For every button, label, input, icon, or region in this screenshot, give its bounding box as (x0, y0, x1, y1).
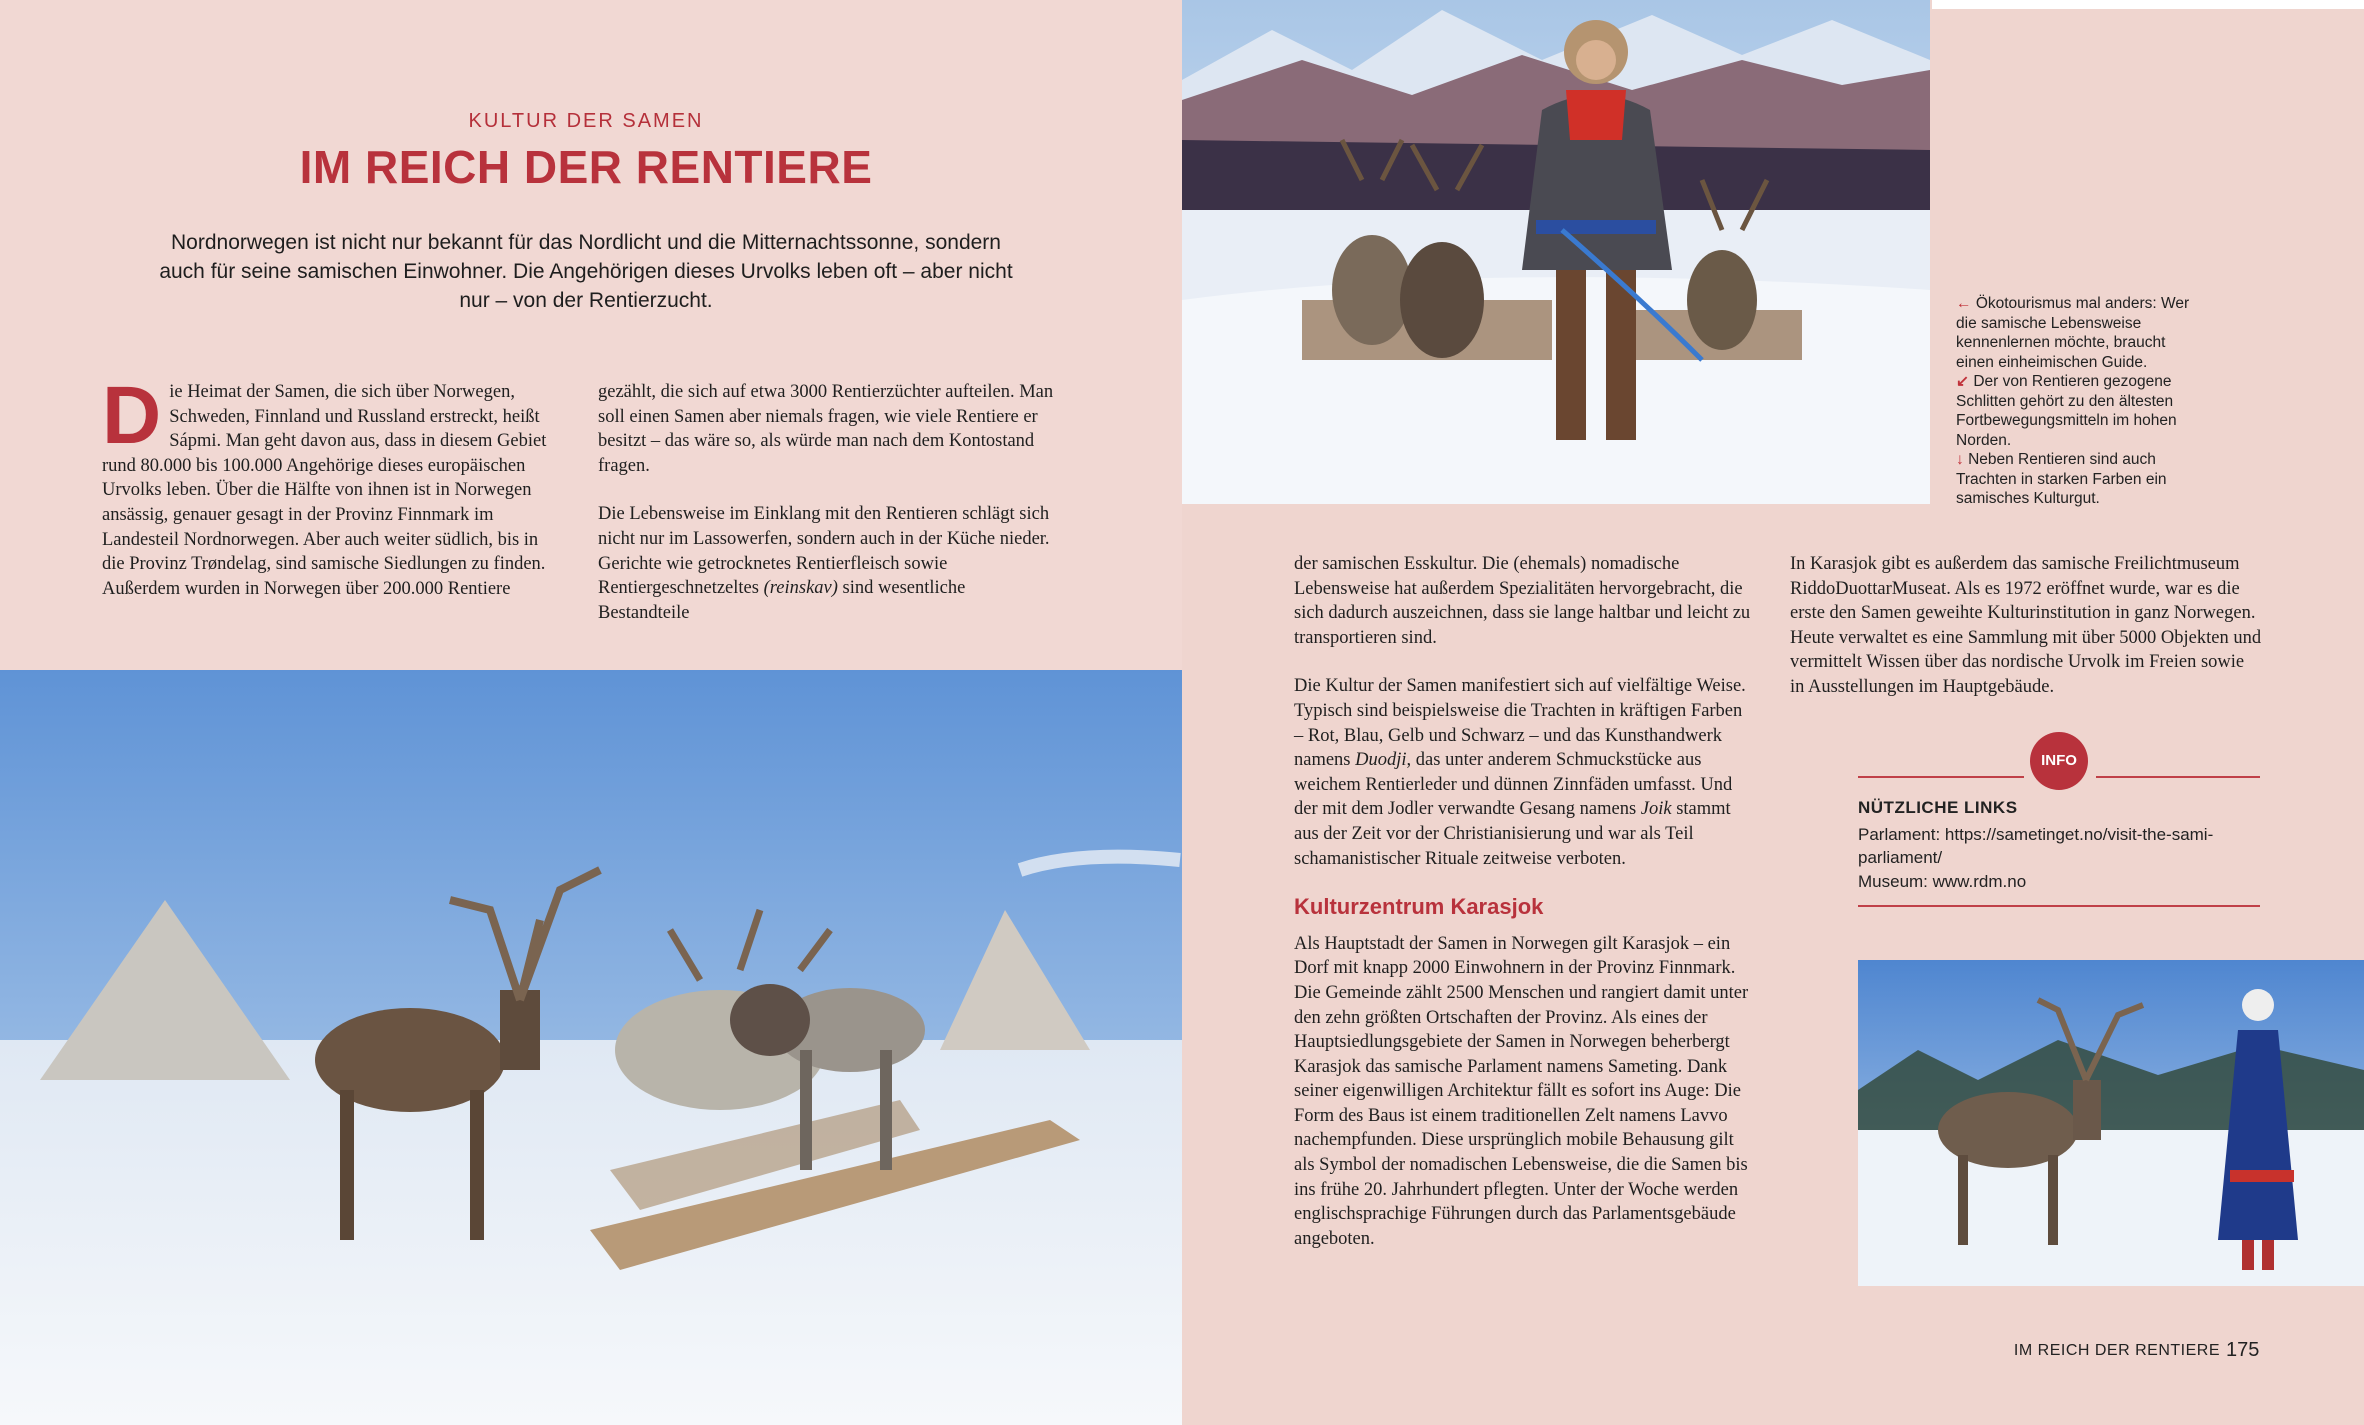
info-badge: INFO (2030, 732, 2088, 790)
link-museum[interactable]: Museum: www.rdm.no (1858, 871, 2027, 891)
article-column-1 (102, 370, 562, 625)
info-divider-bottom (1858, 905, 2260, 907)
paragraph: gezählt, die sich auf etwa 3000 Rentierzüchter aufteilen. Man soll einen Samen aber niemals fragen, wie viele Rentiere er besitzt – das wäre so, als würde man nach dem Kontostand fragen. (598, 382, 1054, 476)
info-divider-right (2096, 776, 2260, 778)
photo-guide-with-reindeer (1182, 0, 1930, 504)
link-parliament[interactable]: Parlament: https://sametinget.no/visit-the-sami-parliament/ (1858, 824, 2214, 867)
paragraph: Als Hauptstadt der Samen in Norwegen gilt Karasjok – ein Dorf mit knapp 2000 Einwohnern in der Provinz Finnmark. Die Gemeinde zählt 2500 Menschen und rangiert damit unter den zehn größten Ortschaften der Provinz. Als eines der Hauptsiedlungsgebiete der Samen in Norwegen beherbergt Karasjok das samische Parlament namens Sameting. Dank seiner eigenwilligen Architektur fällt es sofort ins Auge: Die Form des Baus ist einem traditionellen Zelt namens Lavvo nachempfunden. Diese ursprünglich mobile Behausung gilt als Symbol der nomadischen Lebensweise, die die Samen bis ins frühe 20. Jahrhundert pflegten. Unter der Woche werden englischsprachige Führungen durch das Parlamentsgebäude angeboten. (1294, 933, 1749, 1249)
photo-woman-with-reindeer (1858, 960, 2364, 1286)
paragraph: der samischen Esskultur. Die (ehemals) nomadische Lebensweise hat außerdem Spezialitäten hervorgebracht, die sich dadurch auszeichnen, dass sie lange haltbar und leicht zu transportieren sind. (1294, 554, 1751, 648)
caption-2: ↙ Der von Rentieren gezogene Schlitten gehört zu den ältesten Fortbewegungsmitteln im hohen Norden. (1956, 373, 2177, 449)
running-title: IM REICH DER RENTIERE (2013, 1342, 2220, 1359)
drop-cap: D (102, 370, 162, 461)
paragraph: Die Kultur der Samen manifestiert sich auf vielfältige Weise. Typisch sind beispielsweise die Trachten in kräftigen Farben – Rot, Blau, Gelb und Schwarz – und das Kunsthandwerk namens Duodji, das unter anderem Schmuckstücke aus weichem Rentierleder und dünnen Zinnfäden umfasst. Und der mit dem Jodler verwandte Gesang namens Joik stammt aus der Zeit vor der Christianisierung und war als Teil schamanistischer Rituale zeitweise verboten. (1294, 676, 1746, 869)
useful-links-box (1858, 796, 2268, 893)
article-column-4 (1790, 552, 2262, 724)
subheading: Kulturzentrum Karasjok (1294, 894, 1544, 920)
caption-3: ↓ Neben Rentieren sind auch Trachten in starken Farben ein samisches Kulturgut. (1956, 451, 2167, 507)
lead-paragraph: Nordnorwegen ist nicht nur bekannt für das Nordlicht und die Mitternachtssonne, sondern auch für seine samischen Einwohner. Die Angehörigen dieses Urvolks leben oft – aber nicht nur – von der Rentierzucht. (159, 231, 1013, 312)
paragraph: In Karasjok gibt es außerdem das samische Freilichtmuseum RiddoDuottarMuseat. Als es 1972 eröffnet wurde, war es die erste den Samen geweihte Kulturinstitution in ganz Norwegen. Heute verwaltet es eine Sammlung mit über 5000 Objekten und vermittelt Wissen über das nordische Urvolk im Freien sowie in Ausstellungen im Hauptgebäude. (1790, 554, 2262, 697)
info-divider-left (1858, 776, 2024, 778)
info-title: NÜTZLICHE LINKS (1858, 798, 2018, 817)
page-title: IM REICH DER RENTIERE (299, 141, 873, 193)
page-number: 175 (2226, 1339, 2260, 1361)
article-column-2 (598, 380, 1058, 649)
page-edge (1932, 0, 2364, 9)
paragraph: ie Heimat der Samen, die sich über Norwegen, Schweden, Finnland und Russland erstreckt, heißt Sápmi. Man geht davon aus, dass in diesem Gebiet rund 80.000 bis 100.000 Angehörige dieses europäischen Urvolks leben. Über die Hälfte von ihnen ist in Norwegen ansässig, genauer gesagt in der Provinz Finnmark im Landesteil Nordnorwegen. Aber auch weiter südlich, bis in die Provinz Trøndelag, sind samische Siedlungen zu finden. Außerdem wurden in Norwegen über 200.000 Rentiere (102, 382, 547, 599)
paragraph: Die Lebensweise im Einklang mit den Rentieren schlägt sich nicht nur im Lassowerfen, sondern auch in der Küche nieder. Gerichte wie getrocknetes Rentierfleisch sowie Rentiergeschnetzeltes (reinskav) sind wesentliche Bestandteile (598, 504, 1050, 623)
section-kicker: KULTUR DER SAMEN (468, 110, 704, 132)
photo-reindeer-sled-camp (0, 670, 1182, 1425)
article-column-3 (1294, 552, 1756, 1275)
photo-captions (1956, 294, 2196, 509)
caption-1: ← Ökotourismus mal anders: Wer die samische Lebensweise kennenlernen möchte, braucht einen einheimischen Guide. (1956, 295, 2190, 371)
